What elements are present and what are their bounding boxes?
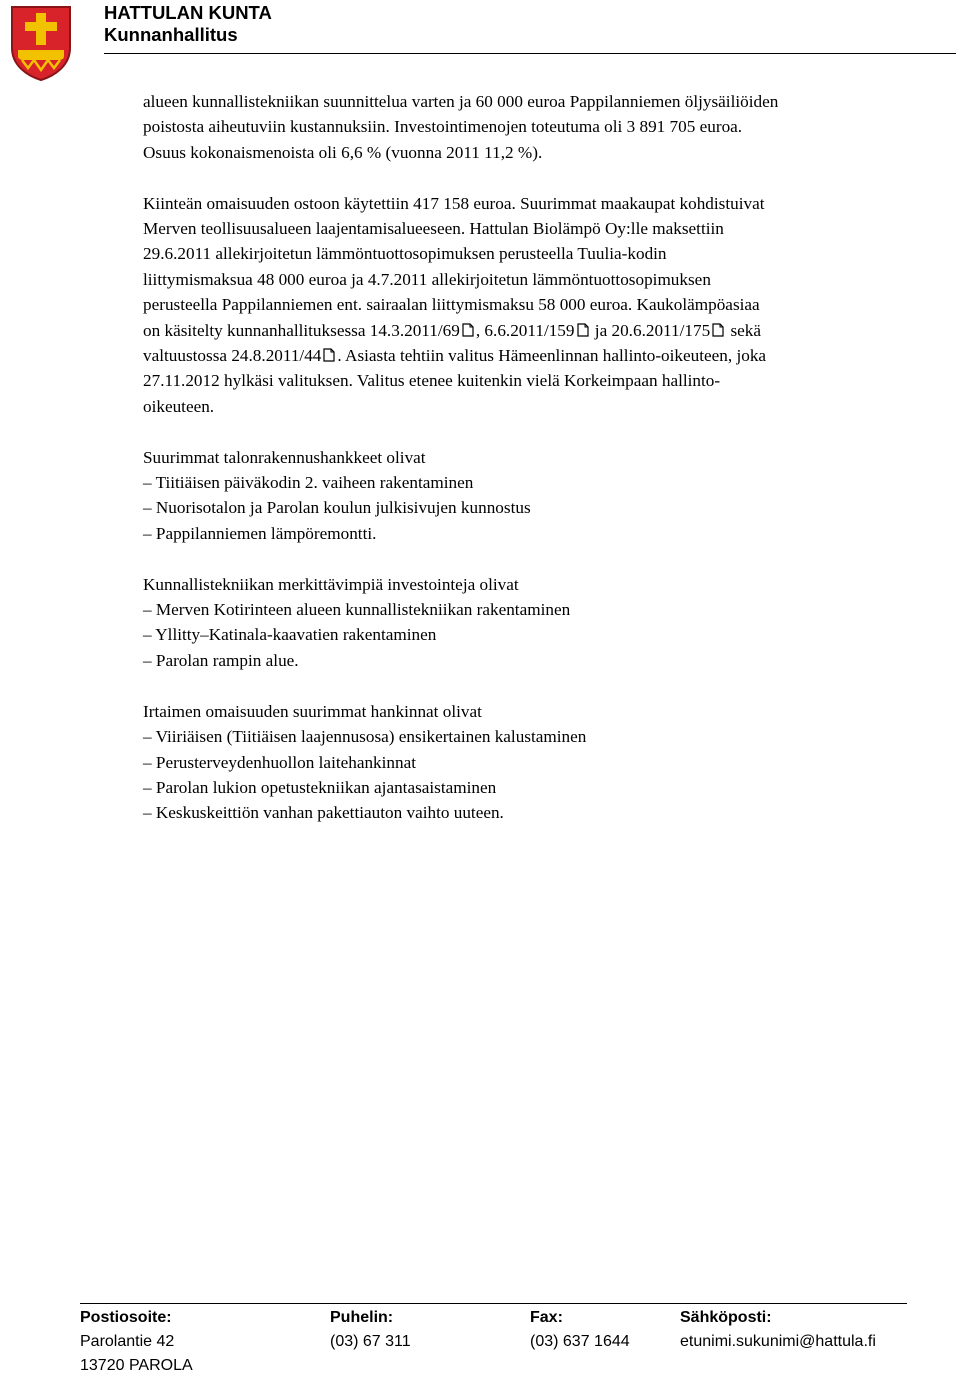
text-line: [143, 318, 933, 343]
text-line: 27.11.2012 hylkäsi valituksen. Valitus etenee kuitenkin vielä Korkeimpaan hallinto-: [143, 371, 721, 391]
phone-number: (03) 67 311: [330, 1333, 411, 1350]
text-line: liittymismaksua 48 000 euroa ja 4.7.2011 allekirjoitetun lämmöntuottosopimuksen: [143, 269, 711, 289]
list-movable-property: [143, 699, 933, 826]
footer-divider: [80, 1303, 907, 1304]
text-segment: valtuustossa 24.8.2011/44: [143, 346, 322, 366]
address-street: Parolantie 42: [80, 1333, 175, 1350]
fax-number: (03) 637 1644: [530, 1333, 630, 1350]
page-header: [0, 0, 960, 80]
organization-header: [104, 2, 272, 46]
list-infrastructure: [143, 572, 933, 674]
phone-label: Puhelin:: [330, 1309, 394, 1326]
list-item: – Parolan rampin alue.: [143, 650, 299, 670]
list-item: – Keskuskeittiön vanhan pakettiauton vaihto uuteen.: [143, 803, 504, 823]
footer-phone: [330, 1306, 411, 1354]
list-heading: Irtaimen omaisuuden suurimmat hankinnat olivat: [143, 701, 482, 721]
paragraph-investments: [143, 89, 933, 165]
address-label: Postiosoite:: [80, 1309, 172, 1326]
text-line: 29.6.2011 allekirjoitetun lämmöntuottosopimuksen perusteella Tuulia-kodin: [143, 244, 667, 264]
text-line: Merven teollisuusalueen laajentamisalueeseen. Hattulan Biolämpö Oy:lle maksettiin: [143, 219, 724, 239]
list-item: – Viiriäisen (Tiitiäisen laajennusosa) ensikertainen kalustaminen: [143, 727, 587, 747]
list-item: – Merven Kotirinteen alueen kunnallistekniikan rakentaminen: [143, 600, 571, 620]
fax-label: Fax:: [530, 1309, 563, 1326]
document-reference-icon[interactable]: [462, 323, 474, 337]
list-heading: Kunnallistekniikan merkittävimpiä investointeja olivat: [143, 574, 519, 594]
footer-email: [680, 1306, 876, 1354]
address-postal: 13720 PAROLA: [80, 1357, 193, 1374]
text-line: Kiinteän omaisuuden ostoon käytettiin 417 158 euroa. Suurimmat maakaupat kohdistuivat: [143, 193, 765, 213]
document-reference-icon[interactable]: [712, 323, 724, 337]
organization-name: HATTULAN KUNTA: [104, 2, 272, 23]
paragraph-real-estate: [143, 191, 933, 420]
email-address[interactable]: etunimi.sukunimi@hattula.fi: [680, 1333, 876, 1350]
text-segment: sekä: [730, 320, 762, 340]
footer-address: [80, 1306, 193, 1378]
list-item: – Parolan lukion opetustekniikan ajantasaistaminen: [143, 777, 497, 797]
list-item: – Tiitiäisen päiväkodin 2. vaiheen rakentaminen: [143, 473, 474, 493]
document-body: [143, 89, 933, 851]
list-building-projects: [143, 445, 933, 547]
text-line: [143, 343, 933, 368]
text-segment: ja 20.6.2011/175: [594, 320, 711, 340]
department-name: Kunnanhallitus: [104, 24, 238, 45]
text-line: oikeuteen.: [143, 396, 215, 416]
text-segment: , 6.6.2011/159: [475, 320, 575, 340]
text-segment: on käsitelty kunnanhallituksessa 14.3.2011/69: [143, 320, 460, 340]
list-item: – Nuorisotalon ja Parolan koulun julkisivujen kunnostus: [143, 498, 531, 518]
text-line: Osuus kokonaismenoista oli 6,6 % (vuonna 2011 11,2 %).: [143, 142, 543, 162]
footer-fax: [530, 1306, 630, 1354]
text-segment: . Asiasta tehtiin valitus Hämeenlinnan hallinto-oikeuteen, joka: [337, 346, 767, 366]
text-line: alueen kunnallistekniikan suunnittelua varten ja 60 000 euroa Pappilanniemen öljysäiliöiden: [143, 92, 779, 111]
list-heading: Suurimmat talonrakennushankkeet olivat: [143, 447, 426, 467]
text-line: poistosta aiheutuviin kustannuksiin. Investointimenojen toteutuma oli 3 891 705 euroa.: [143, 117, 743, 137]
header-divider: [104, 53, 956, 54]
list-item: – Pappilanniemen lämpöremontti.: [143, 523, 377, 543]
list-item: – Yllitty–Katinala-kaavatien rakentaminen: [143, 625, 437, 645]
document-reference-icon[interactable]: [323, 348, 335, 362]
list-item: – Perusterveydenhuollon laitehankinnat: [143, 752, 417, 772]
municipal-coat-of-arms-icon: [8, 4, 74, 82]
document-reference-icon[interactable]: [577, 323, 589, 337]
text-line: perusteella Pappilanniemen ent. sairaalan liittymismaksu 58 000 euroa. Kaukolämpöasiaa: [143, 295, 760, 315]
email-label: Sähköposti:: [680, 1309, 772, 1326]
